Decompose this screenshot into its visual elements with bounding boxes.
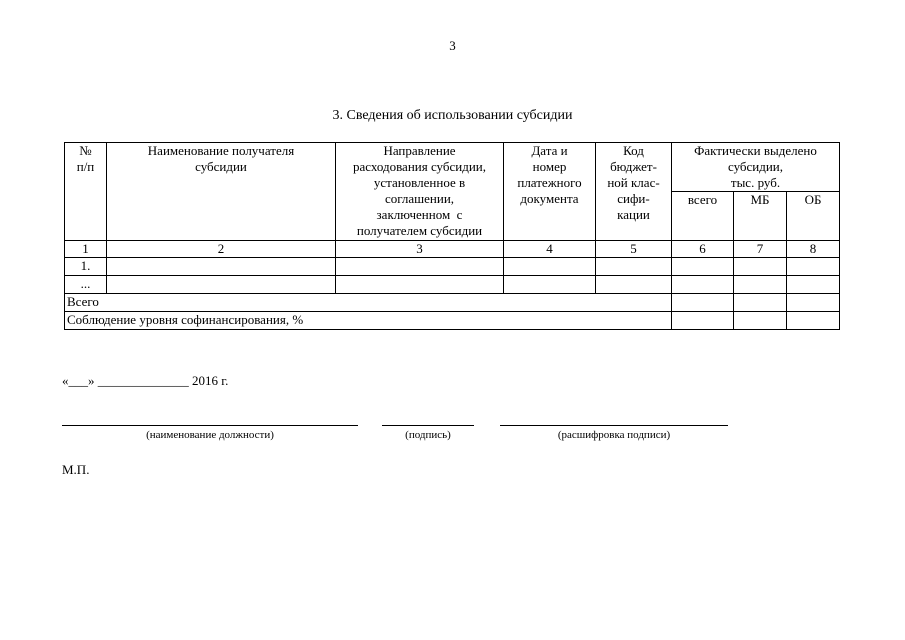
cell-date[interactable]	[504, 258, 596, 276]
column-number: 7	[734, 241, 787, 258]
stamp-label: М.П.	[62, 462, 90, 477]
cell-recipient[interactable]	[107, 276, 336, 294]
column-number-row	[65, 241, 840, 258]
subsidy-usage-table	[64, 142, 840, 330]
row-number: ...	[65, 276, 107, 294]
decode-line	[500, 425, 728, 426]
cell-ob[interactable]	[787, 294, 840, 312]
cell-mb[interactable]	[734, 312, 787, 330]
cell-total[interactable]	[672, 294, 734, 312]
header-allocated: Фактически выделено субсидии, тыс. руб.	[672, 143, 840, 192]
cell-ob[interactable]	[787, 312, 840, 330]
column-number: 5	[596, 241, 672, 258]
cell-ob[interactable]	[787, 276, 840, 294]
column-number: 1	[65, 241, 107, 258]
table-row	[65, 258, 840, 276]
header-mb: МБ	[734, 192, 787, 241]
cell-direction[interactable]	[336, 258, 504, 276]
cofinancing-label: Соблюдение уровня софинансирования, %	[65, 312, 672, 330]
column-number: 2	[107, 241, 336, 258]
column-number: 3	[336, 241, 504, 258]
cofinancing-row	[65, 312, 840, 330]
signature-caption: (подпись)	[405, 429, 451, 441]
cell-total[interactable]	[672, 312, 734, 330]
signature-line	[382, 425, 474, 426]
cell-direction[interactable]	[336, 276, 504, 294]
cell-mb[interactable]	[734, 276, 787, 294]
header-ob: ОБ	[787, 192, 840, 241]
cell-date[interactable]	[504, 276, 596, 294]
cell-mb[interactable]	[734, 258, 787, 276]
decode-caption: (расшифровка подписи)	[557, 429, 671, 441]
total-row	[65, 294, 840, 312]
header-recipient: Наименование получателя субсидии	[107, 143, 336, 241]
cell-ob[interactable]	[787, 258, 840, 276]
position-caption: (наименование должности)	[146, 429, 274, 441]
header-code: Код бюджет- ной клас- сифи- кации	[596, 143, 672, 241]
cell-code[interactable]	[596, 258, 672, 276]
cell-total[interactable]	[672, 276, 734, 294]
position-line	[62, 425, 358, 426]
column-number: 6	[672, 241, 734, 258]
cell-total[interactable]	[672, 258, 734, 276]
date-line: «___» ______________ 2016 г.	[62, 373, 229, 388]
header-total: всего	[672, 192, 734, 241]
cell-code[interactable]	[596, 276, 672, 294]
page-number: 3	[449, 38, 456, 53]
cell-recipient[interactable]	[107, 258, 336, 276]
header-num: № п/п	[65, 143, 107, 241]
table-row	[65, 276, 840, 294]
section-title: 3. Сведения об использовании субсидии	[332, 108, 573, 123]
column-number: 4	[504, 241, 596, 258]
total-label: Всего	[65, 294, 672, 312]
cell-mb[interactable]	[734, 294, 787, 312]
header-date: Дата и номер платежного документа	[504, 143, 596, 241]
row-number: 1.	[65, 258, 107, 276]
header-direction: Направление расходования субсидии, установленное в соглашении, заключенном с получателем субсидии	[336, 143, 504, 241]
column-number: 8	[787, 241, 840, 258]
